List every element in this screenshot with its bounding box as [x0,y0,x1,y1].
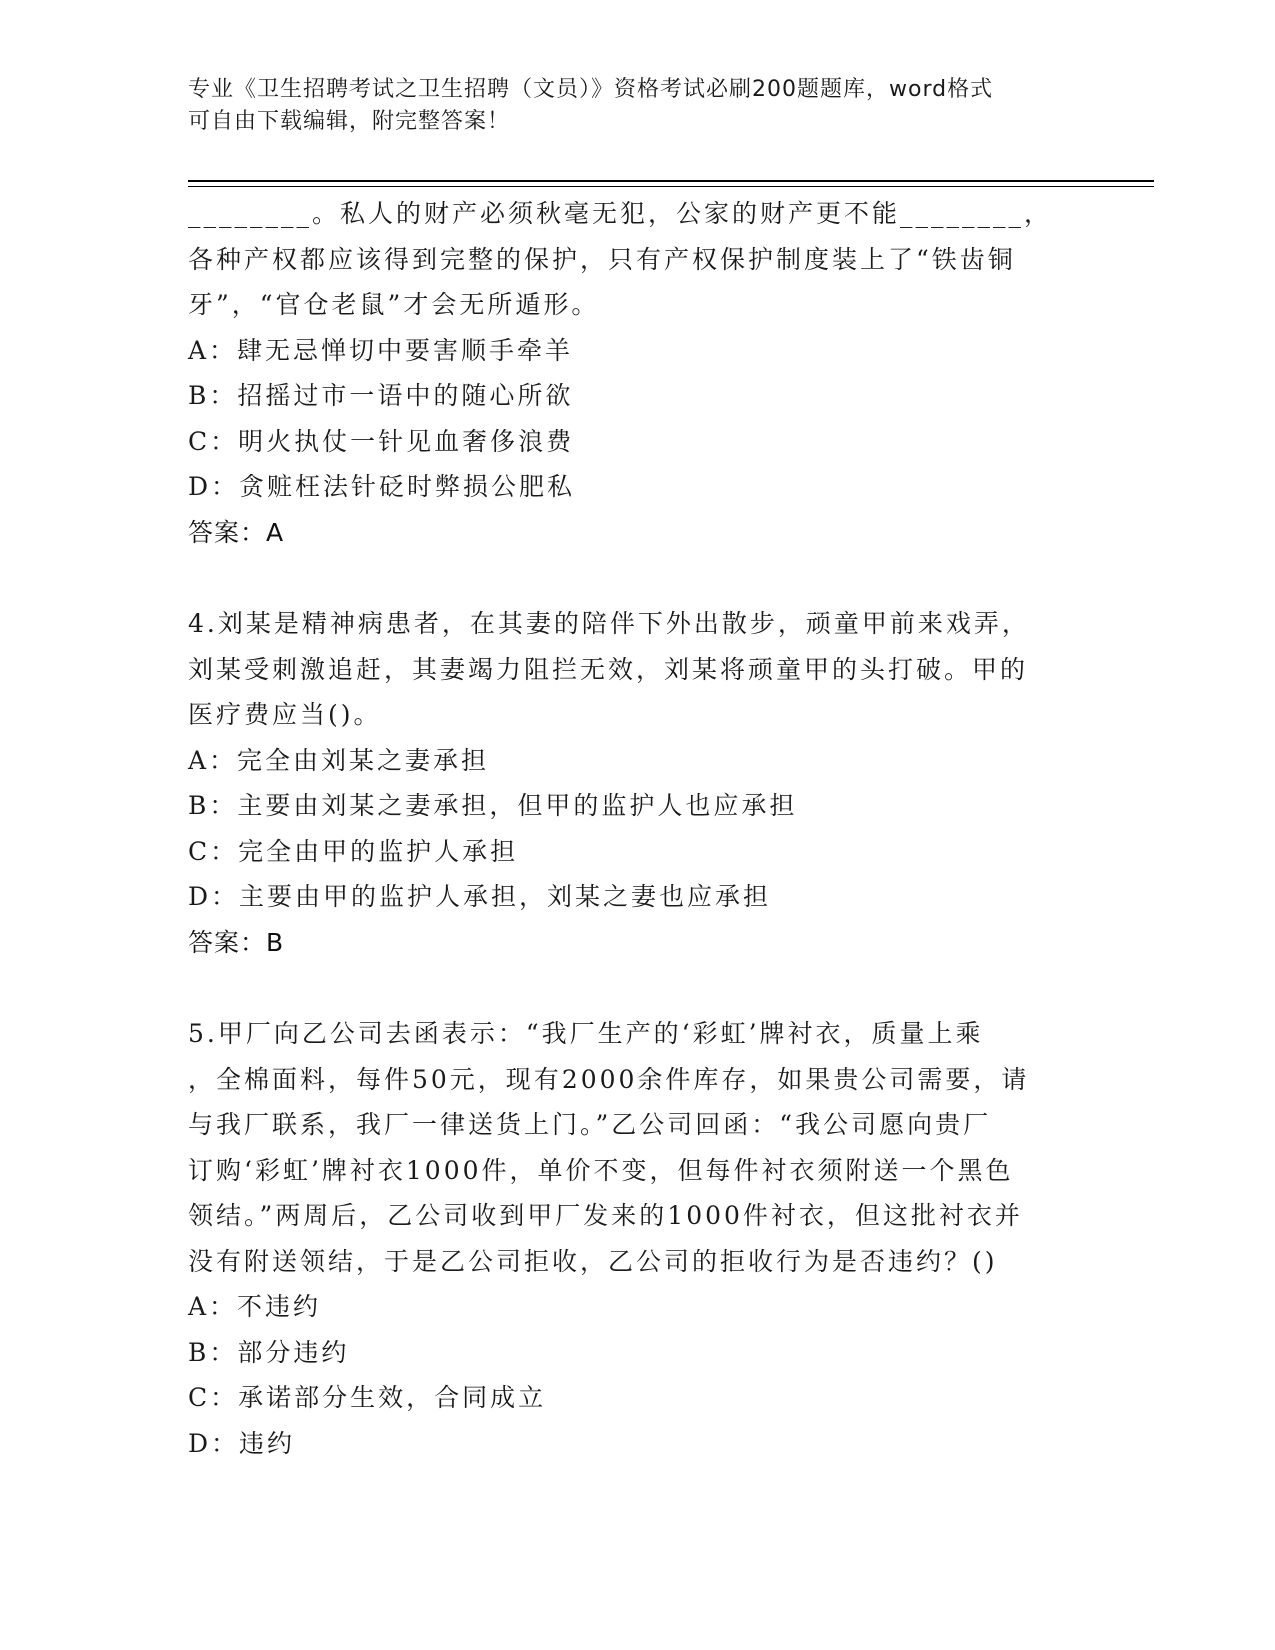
question-text-line: 4.刘某是精神病患者，在其妻的陪伴下外出散步，顽童甲前来戏弄， [188,609,1030,638]
question-text-line: ，全棉面料，每件50元，现有2000余件库存，如果贵公司需要，请 [188,1064,1030,1094]
header-line-1: 专业《卫生招聘考试之卫生招聘（文员）》资格考试必刷200题题库，word格式 [188,77,994,102]
question-text-line: 领结。”两周后，乙公司收到甲厂发来的1000件衬衣，但这批衬衣并 [188,1201,1023,1230]
question-text-line: 刘某受刺激追赶，其妻竭力阻拦无效，刘某将顽童甲的头打破。甲的 [188,654,1029,684]
answer: 答案：A [188,517,285,547]
option-d: D：违约 [188,1428,296,1458]
option-d: D：主要由甲的监护人承担，刘某之妻也应承担 [188,882,772,911]
header-divider-thin [188,186,1154,187]
question-text-line: 与我厂联系，我厂一律送货上门。”乙公司回函：“我公司愿向贵厂 [188,1110,992,1139]
question-text-line: 5.甲厂向乙公司去函表示：“我厂生产的‘彩虹’牌衬衣，质量上乘 [188,1019,984,1048]
question-3 [188,191,1088,555]
option-b: B：招摇过市一语中的随心所欲 [188,381,574,410]
question-text-line: 医疗费应当()。 [188,700,382,729]
question-content [188,191,1088,1466]
question-text-line: 没有附送领结，于是乙公司拒收，乙公司的拒收行为是否违约？() [188,1246,998,1276]
option-d: D：贪赃枉法针砭时弊损公肥私 [188,472,576,501]
option-b: B：部分违约 [188,1337,350,1367]
option-a: A：完全由刘某之妻承担 [188,745,490,775]
question-text-line: 订购‘彩虹’牌衬衣1000件，单价不变，但每件衬衣须附送一个黑色 [188,1155,1014,1185]
question-5 [188,1011,1088,1466]
answer: 答案：B [188,927,285,957]
question-text-line: 各种产权都应该得到完整的保护，只有产权保护制度装上了“铁齿铜 [188,244,1016,274]
spacer [188,555,1088,601]
document-header [188,74,1068,138]
option-a: A：肆无忌惮切中要害顺手牵羊 [188,335,574,365]
option-c: C：明火执仗一针见血奢侈浪费 [188,426,575,456]
header-line-2: 可自由下载编辑，附完整答案！ [188,109,511,134]
spacer [188,965,1088,1011]
option-a: A：不违约 [188,1292,322,1321]
question-text-line: ________。私人的财产必须秋毫无犯，公家的财产更不能________， [188,199,1053,228]
option-c: C：完全由甲的监护人承担 [188,836,519,866]
option-b: B：主要由刘某之妻承担，但甲的监护人也应承担 [188,791,798,820]
header-divider-thick [188,180,1154,182]
question-4 [188,601,1088,965]
question-text-line: 牙”，“官仓老鼠”才会无所遁形。 [188,290,600,319]
option-c: C：承诺部分生效，合同成立 [188,1383,547,1412]
